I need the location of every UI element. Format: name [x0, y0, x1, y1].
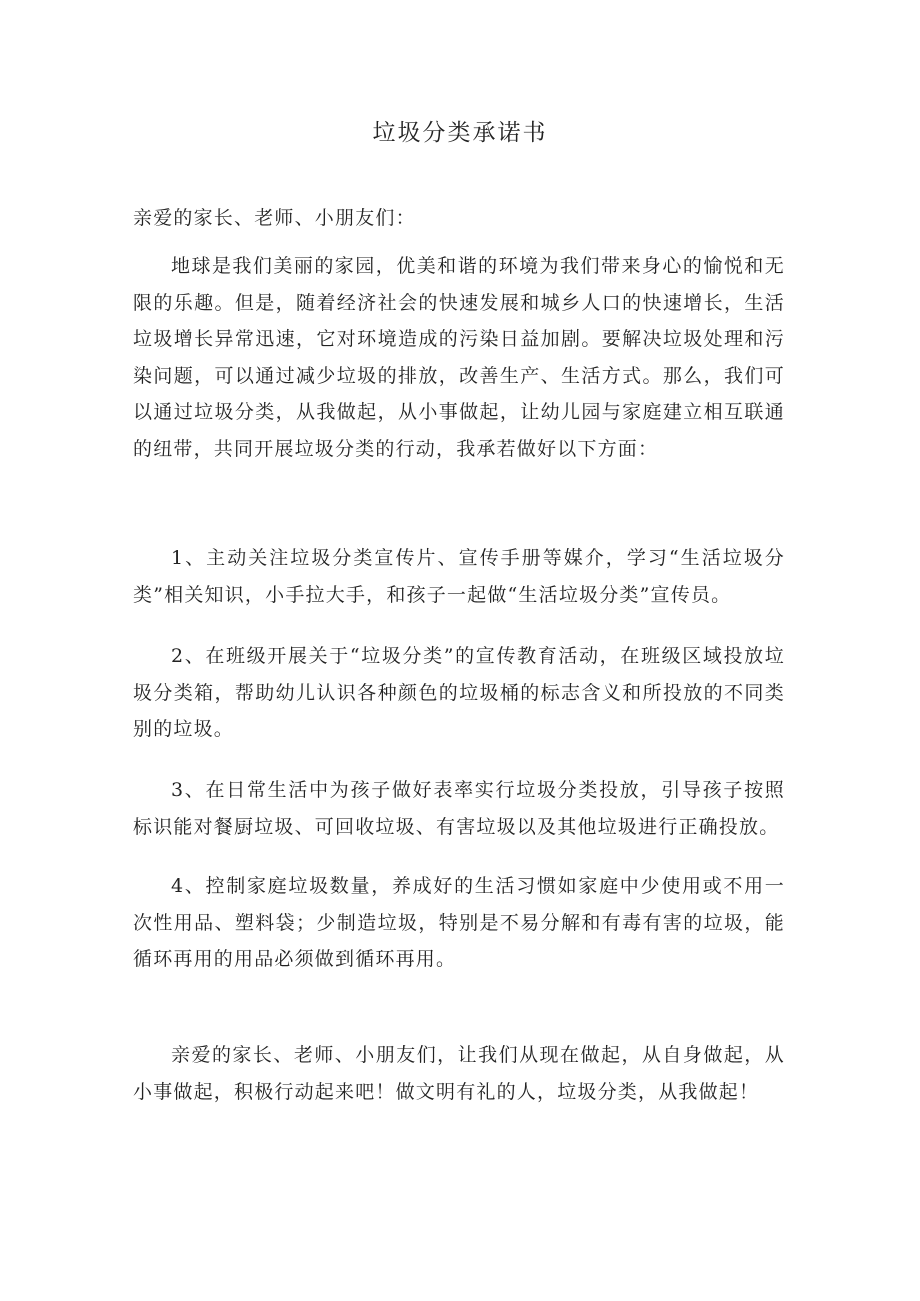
salutation: 亲爱的家长、老师、小朋友们：	[133, 207, 416, 229]
pledge-item-2: 2、在班级开展关于“垃圾分类”的宣传教育活动，在班级区域投放垃圾分类箱，帮助幼儿认识各种颜色的垃圾桶的标志含义和所投放的不同类别的垃圾。	[133, 645, 785, 740]
pledge-item-3: 3、在日常生活中为孩子做好表率实行垃圾分类投放，引导孩子按照标识能对餐厨垃圾、可回收垃圾、有害垃圾以及其他垃圾进行正确投放。	[133, 779, 785, 838]
document-title: 垃圾分类承诺书	[372, 120, 548, 146]
closing-paragraph: 亲爱的家长、老师、小朋友们，让我们从现在做起，从自身做起，从小事做起，积极行动起来吧！做文明有礼的人，垃圾分类，从我做起！	[133, 1044, 785, 1103]
pledge-item-1: 1、主动关注垃圾分类宣传片、宣传手册等媒介，学习“生活垃圾分类”相关知识，小手拉大手，和孩子一起做“生活垃圾分类”宣传员。	[133, 547, 785, 606]
pledge-item-4: 4、控制家庭垃圾数量，养成好的生活习惯如家庭中少使用或不用一次性用品、塑料袋；少制造垃圾，特别是不易分解和有毒有害的垃圾，能循环再用的用品必须做到循环再用。	[133, 875, 785, 970]
intro-paragraph: 地球是我们美丽的家园，优美和谐的环境为我们带来身心的愉悦和无限的乐趣。但是，随着经济社会的快速发展和城乡人口的快速增长，生活垃圾增长异常迅速，它对环境造成的污染日益加剧。要解决垃圾处理和污染问题，可以通过减少垃圾的排放，改善生产、生活方式。那么，我们可以通过垃圾分类，从我做起，从小事做起，让幼儿园与家庭建立相互联通的纽带，共同开展垃圾分类的行动，我承若做好以下方面：	[133, 255, 785, 460]
